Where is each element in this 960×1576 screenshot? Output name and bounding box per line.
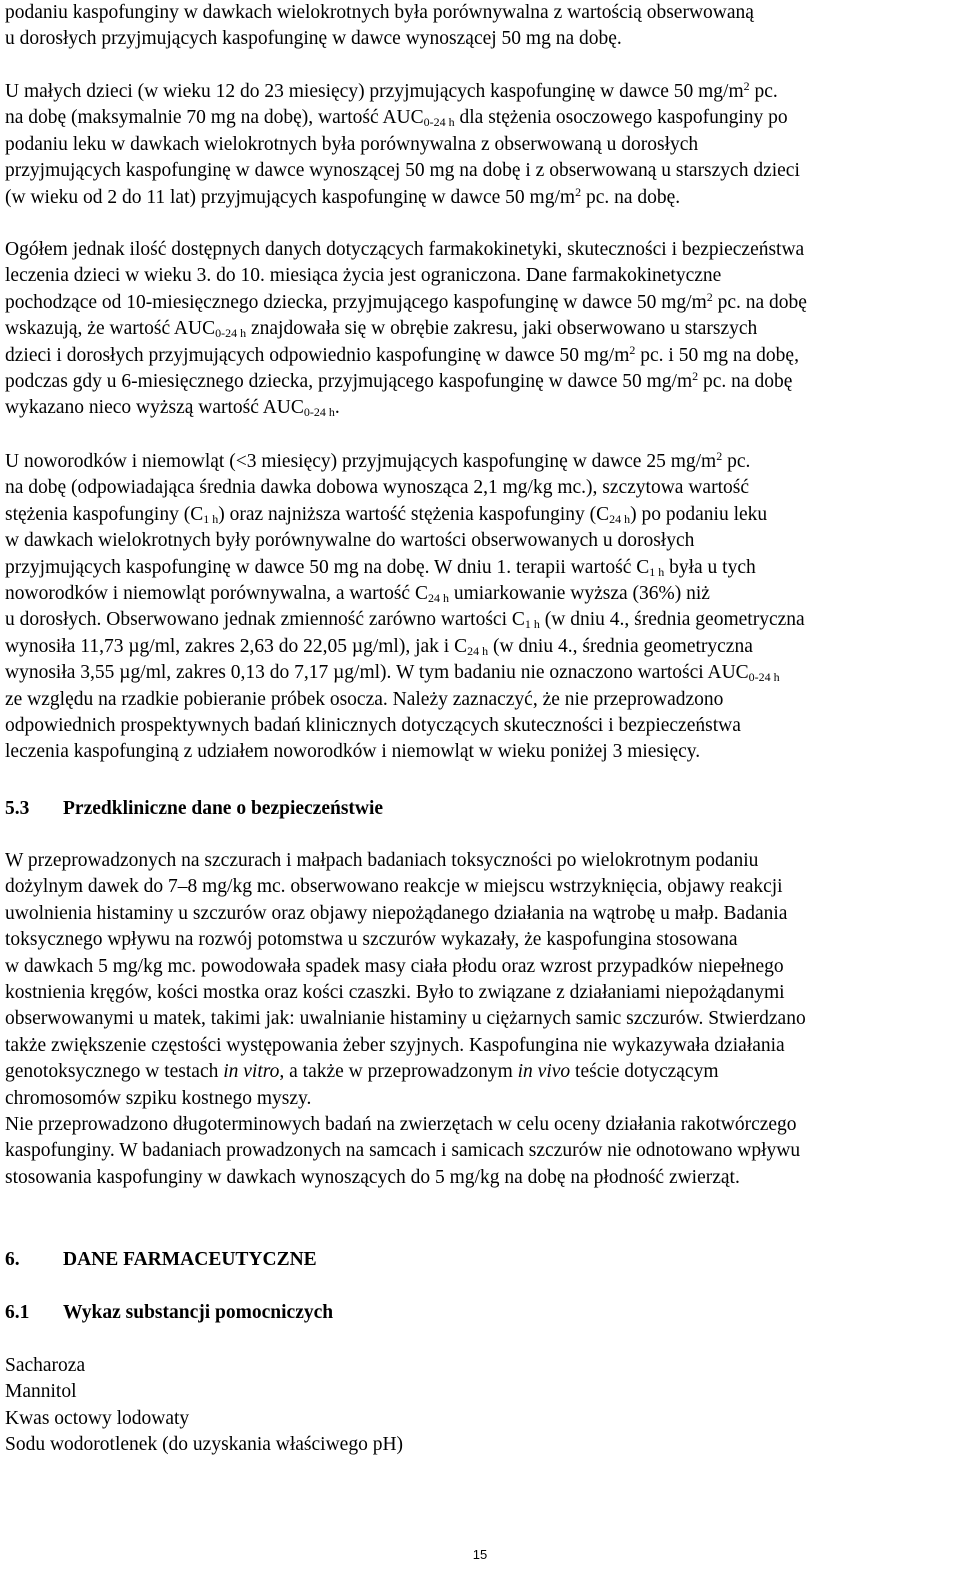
text-line: U noworodków i niemowląt (<3 miesięcy) przyjmujących kaspofunginę w dawce 25 $mg/m^2$ pc. — [5, 449, 751, 472]
paragraph-pk-adults — [5, 0, 957, 53]
excipients-list — [5, 1353, 957, 1459]
paragraph-limited-data — [5, 237, 957, 422]
text-line: dożylnym dawek do 7–8 mg/kg mc. obserwowano reakcje w miejscu wstrzyknięcia, objawy reakcji — [5, 876, 783, 898]
excipient-item: Sacharoza — [5, 1355, 86, 1376]
section-heading-6 — [5, 1247, 957, 1273]
text-line: odpowiednich prospektywnych badań klinicznych dotyczących skuteczności i bezpieczeństwa — [5, 714, 741, 736]
text-line: genotoksycznego w testach in vitro, a także w przeprowadzonym in vivo teście dotyczącym — [5, 1061, 719, 1083]
text-line: wskazują, że wartość $AUC_{0-24 h}$ znajdowała się w obrębie zakresu, jaki obserwowano u starszych — [5, 318, 758, 341]
text-line: U małych dzieci (w wieku 12 do 23 miesięcy) przyjmujących kaspofunginę w dawce 50 $mg/m^2$ pc. — [5, 79, 778, 102]
text-line: (w wieku od 2 do 11 lat) przyjmujących kaspofunginę w dawce 50 $mg/m^2$ pc. na dobę. — [5, 184, 681, 208]
text-line: podczas gdy u 6-miesięcznego dziecka, przyjmującego kaspofunginę w dawce 50 $mg/m^2$ pc. na dobę — [5, 368, 793, 392]
text-line: kaspofunginy. W badaniach prowadzonych na samcach i samicach szczurów nie odnotowano wpływu — [5, 1140, 801, 1162]
excipient-item: Kwas octowy lodowaty — [5, 1407, 190, 1429]
text-line: toksycznego wpływu na rozwój potomstwa u szczurów wykazały, że kaspofungina stosowana — [5, 929, 738, 951]
section-heading-5-3 — [5, 796, 957, 822]
text-line: w dawkach wielokrotnych były porównywalne do wartości obserwowanych u dorosłych — [5, 530, 695, 552]
text-line: wynosiła 11,73 µg/ml, zakres 2,63 do 22,05 µg/ml), jak i $C_{24 h}$ (w dniu 4., średnia geometryczna — [5, 635, 753, 658]
page-number: 15 — [472, 1547, 488, 1562]
section-title: Wykaz substancji pomocniczych — [63, 1302, 334, 1323]
section-number: 5.3 — [5, 798, 30, 819]
text-line: stężenia kaspofunginy $(C_{1 h})$ oraz najniższa wartość stężenia kaspofunginy $(C_{24 h})$ po podaniu leku — [5, 503, 768, 526]
text-line: kostnienia kręgów, kości mostka oraz kości czaszki. Było to związane z działaniami niepożądanymi — [5, 981, 785, 1003]
section-title: DANE FARMACEUTYCZNE — [63, 1249, 317, 1270]
excipient-item: Sodu wodorotlenek (do uzyskania właściwego pH) — [5, 1434, 404, 1456]
text-line: leczenia kaspofunginą z udziałem noworodków i niemowląt w wieku poniżej 3 miesięcy. — [5, 741, 701, 763]
text-line: przyjmujących kaspofunginę w dawce 50 mg na dobę. W dniu 1. terapii wartość $C_{1 h}$ była u tych — [5, 556, 756, 579]
text-line: stosowania kaspofunginy w dawkach wynoszących do 5 mg/kg na dobę na płodność zwierząt. — [5, 1166, 740, 1188]
section-number: 6.1 — [5, 1302, 30, 1323]
excipient-item: Mannitol — [5, 1381, 77, 1403]
text-line: na dobę (odpowiadająca średnia dawka dobowa wynosząca 2,1 mg/kg mc.), szczytowa wartość — [5, 477, 749, 499]
text-line: podaniu leku w dawkach wielokrotnych była porównywalna z obserwowaną u dorosłych — [5, 133, 699, 155]
text-line: pochodzące od 10-miesięcznego dziecka, przyjmującego kaspofunginę w dawce 50 $mg/m^2$ pc. na dobę — [5, 289, 807, 313]
text-line: na dobę (maksymalnie 70 mg na dobę), wartość $AUC_{0-24 h}$ dla stężenia osoczowego kaspofunginy po — [5, 107, 788, 130]
text-line: u dorosłych przyjmujących kaspofunginę w dawce wynoszącej 50 mg na dobę. — [5, 28, 622, 50]
text-line: chromosomów szpiku kostnego myszy. — [5, 1087, 312, 1109]
text-line: wynosiła 3,55 µg/ml, zakres 0,13 do 7,17 µg/ml). W tym badaniu nie oznaczono wartości $AUC_{0-24 h}$ — [5, 662, 780, 685]
section-number: 6. — [5, 1249, 20, 1270]
section-title: Przedkliniczne dane o bezpieczeństwie — [63, 798, 384, 819]
text-line: przyjmujących kaspofunginę w dawce wynoszącej 50 mg na dobę i z obserwowaną u starszych dzieci — [5, 160, 800, 182]
text-line: dzieci i dorosłych przyjmujących odpowiednio kaspofunginę w dawce 50 $mg/m^2$ pc. i 50 mg na dobę, — [5, 342, 799, 366]
text-line: ze względu na rzadkie pobieranie próbek osocza. Należy zaznaczyć, że nie przeprowadzono — [5, 688, 724, 710]
text-line: obserwowanymi u matek, takimi jak: uwalnianie histaminy u ciężarnych samic szczurów. Stwierdzano — [5, 1008, 806, 1030]
text-line: także zwiększenie częstości występowania żeber szyjnych. Kaspofungina nie wykazywała działania — [5, 1034, 785, 1056]
text-line: uwolnienia histaminy u szczurów oraz objawy niepożądanego działania na wątrobę u małp. Badania — [5, 902, 788, 924]
paragraph-neonates — [5, 449, 957, 766]
text-line: u dorosłych. Obserwowano jednak zmienność zarówno wartości $C_{1 h}$ (w dniu 4., średnia geometryczna — [5, 609, 805, 632]
text-line: w dawkach 5 mg/kg mc. powodowała spadek masy ciała płodu oraz wzrost przypadków niepełnego — [5, 955, 784, 977]
text-line: leczenia dzieci w wieku 3. do 10. miesiąca życia jest ograniczona. Dane farmakokinetyczne — [5, 265, 722, 287]
paragraph-pk-small-children — [5, 79, 957, 211]
text-line: noworodków i niemowląt porównywalna, a wartość $C_{24 h}$ umiarkowanie wyższa (36%) niż — [5, 582, 710, 605]
text-line: W przeprowadzonych na szczurach i małpach badaniach toksyczności po wielokrotnym podaniu — [5, 850, 759, 871]
text-line: podaniu kaspofunginy w dawkach wielokrotnych była porównywalna z wartością obserwowaną — [5, 2, 754, 23]
text-line: Nie przeprowadzono długoterminowych badań na zwierzętach w celu oceny działania rakotwórczego — [5, 1113, 797, 1135]
text-line: Ogółem jednak ilość dostępnych danych dotyczących farmakokinetyki, skuteczności i bezpieczeństwa — [5, 239, 805, 260]
text-line: wykazano nieco wyższą wartość $AUC_{0-24 h}$. — [5, 397, 340, 420]
paragraph-preclinical — [5, 848, 957, 1191]
section-heading-6-1 — [5, 1300, 957, 1326]
